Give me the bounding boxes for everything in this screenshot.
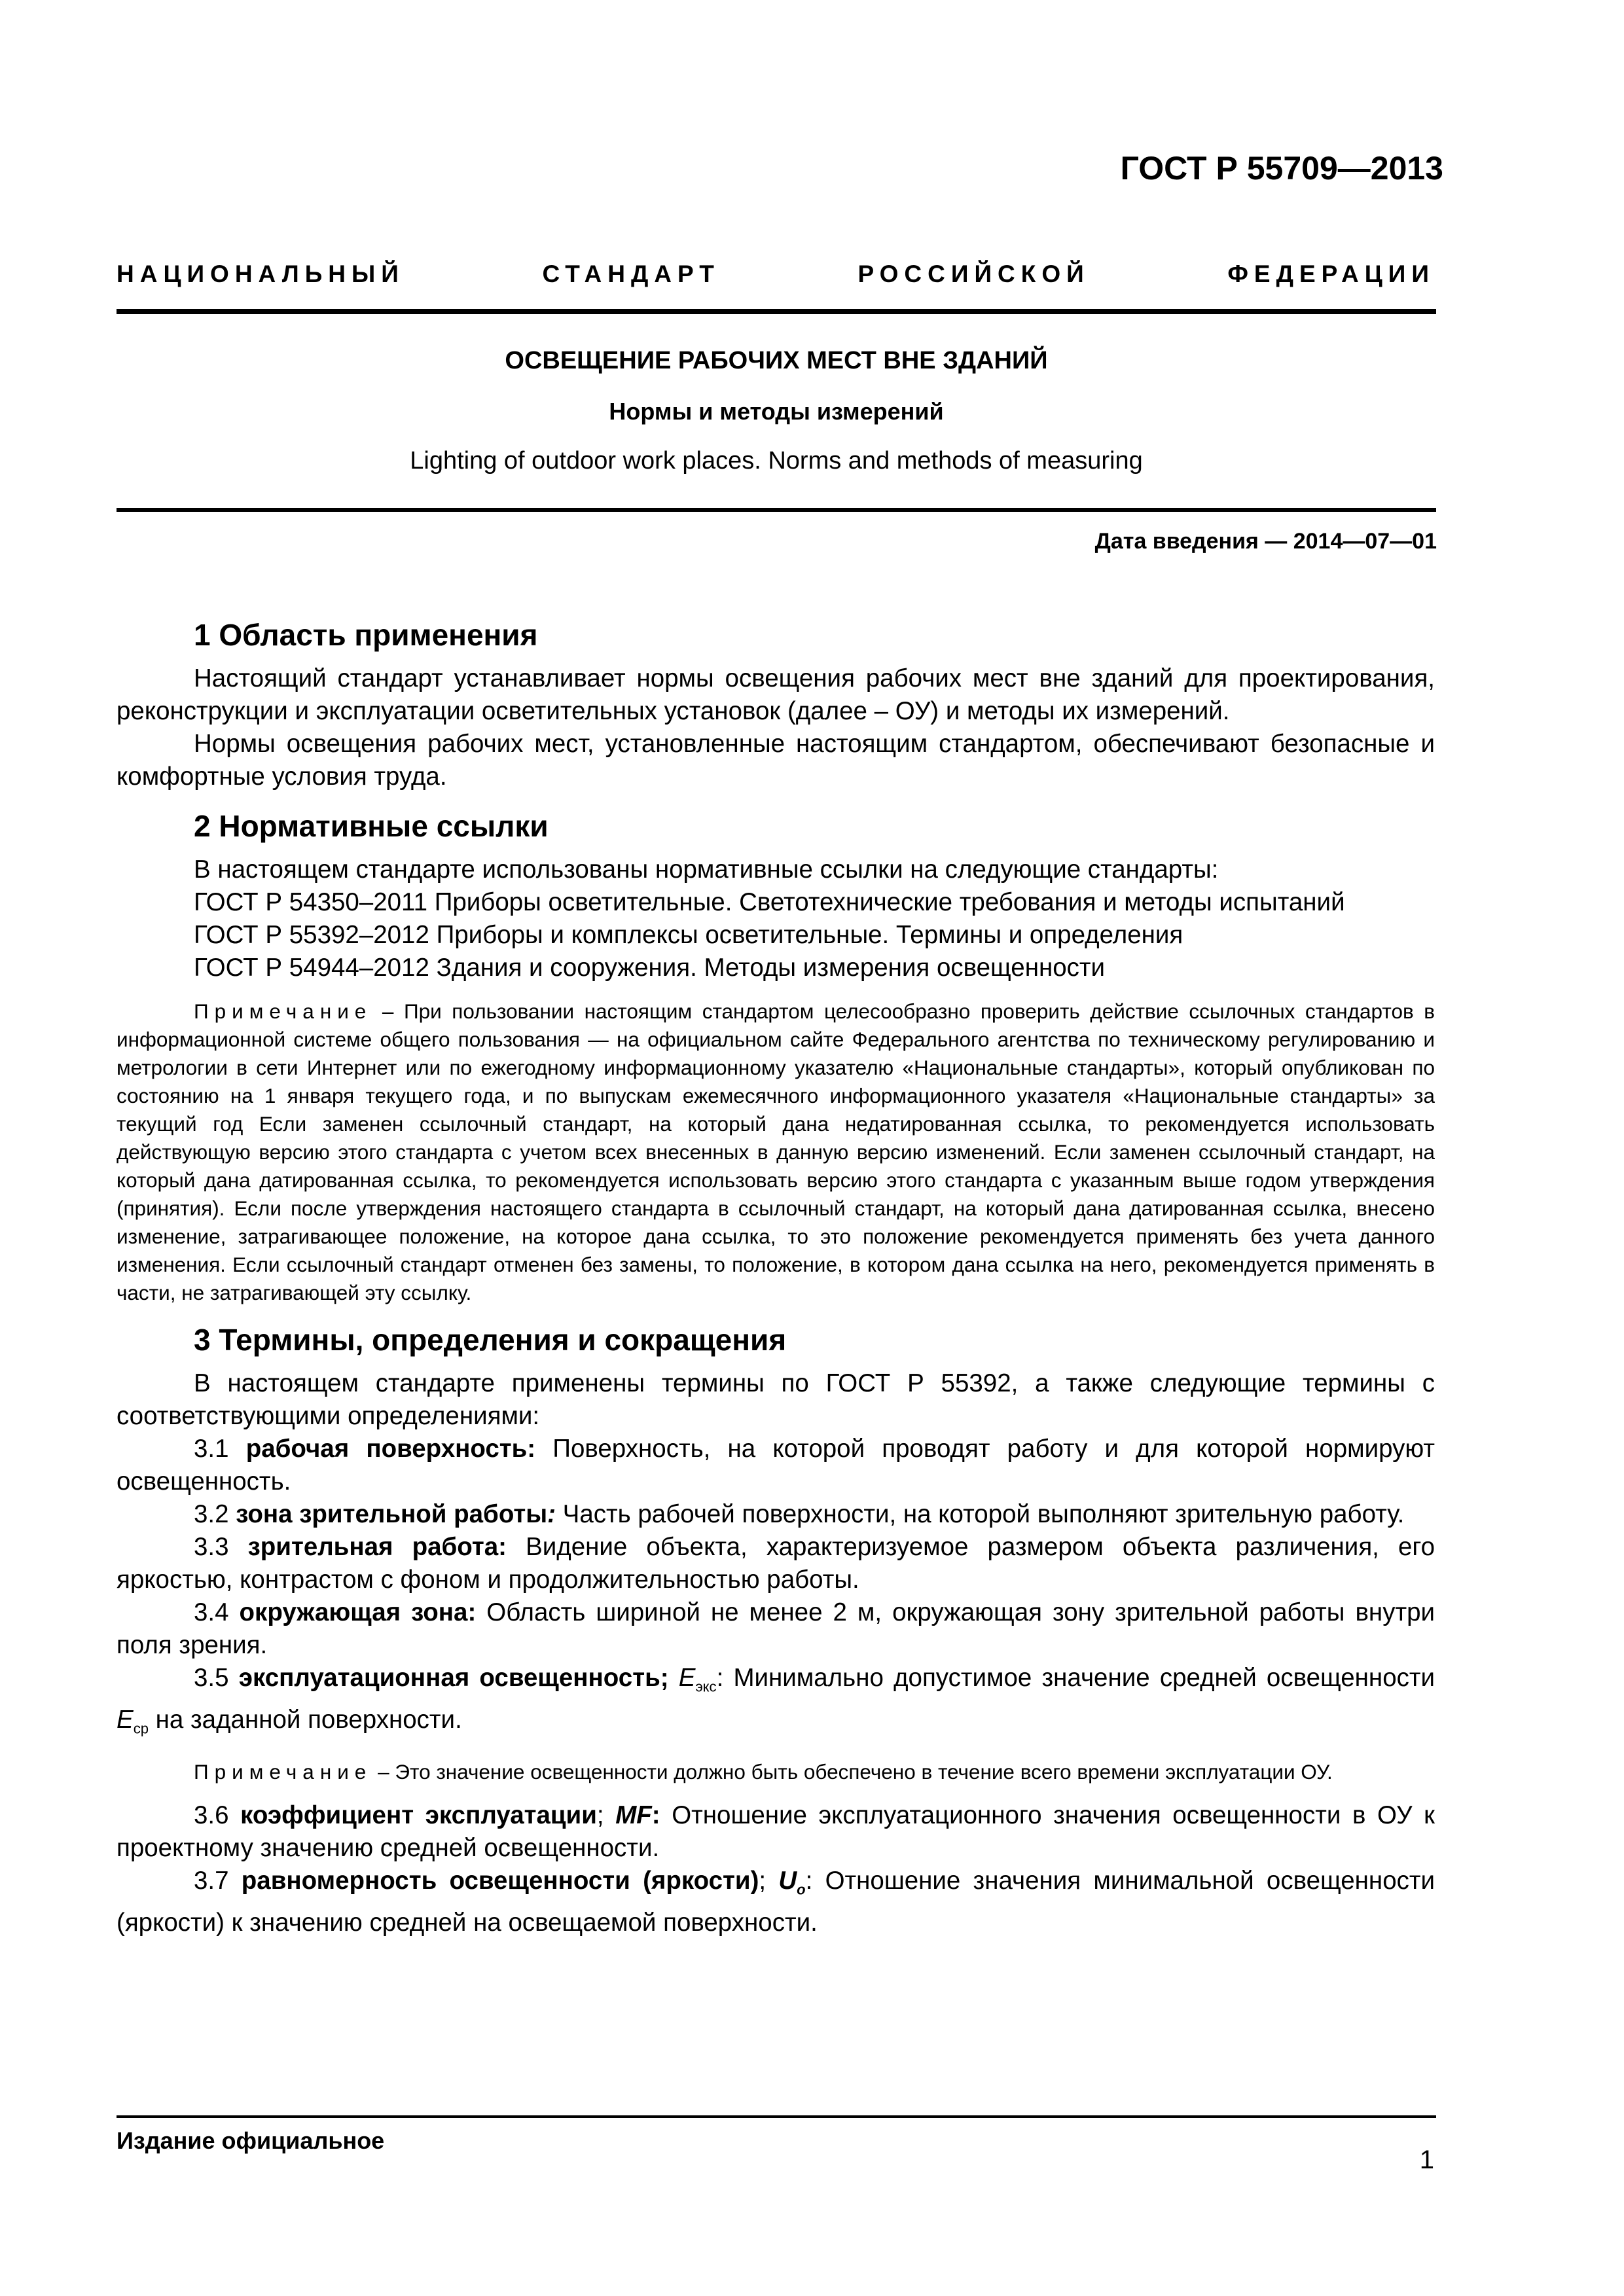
section-1-paragraph-1: Настоящий стандарт устанавливает нормы освещения рабочих мест вне зданий для проектирования, реконструкции и эксплуатации осветительных установок (далее – ОУ) и методы их измерений. [117, 664, 1435, 725]
document-body [117, 615, 1435, 1939]
reference-item: ГОСТ Р 54350–2011 Приборы осветительные. Светотехнические требования и методы испытаний [194, 888, 1345, 916]
term-3-3 [117, 1531, 1435, 1596]
term-definition: Часть рабочей поверхности, на которой выполняют зрительную работу. [555, 1500, 1405, 1528]
banner-word-4: ФЕДЕРАЦИИ [1227, 260, 1435, 287]
term-separator: ; [596, 1801, 616, 1830]
term-number: 3.2 [194, 1500, 236, 1528]
term-number: 3.3 [194, 1533, 248, 1561]
page-number: 1 [1419, 2145, 1434, 2174]
term-number: 3.4 [194, 1598, 240, 1626]
term-number: 3.6 [194, 1801, 241, 1830]
term-name: зона зрительной работы [236, 1500, 548, 1528]
banner-word-2: СТАНДАРТ [542, 260, 720, 287]
term-3-5 [117, 1662, 1435, 1745]
symbol-subscript: o [797, 1882, 806, 1899]
term-number: 3.7 [194, 1867, 242, 1895]
banner-word-3: РОССИЙСКОЙ [857, 260, 1090, 287]
reference-item: ГОСТ Р 55392–2012 Приборы и комплексы осветительные. Термины и определения [194, 921, 1183, 949]
term-number: 3.5 [194, 1664, 239, 1692]
document-title: ОСВЕЩЕНИЕ РАБОЧИХ МЕСТ ВНЕ ЗДАНИЙ [505, 347, 1048, 374]
top-divider [117, 309, 1436, 314]
section-2-heading: 2 Нормативные ссылки [194, 809, 549, 843]
symbol: MF [615, 1801, 652, 1830]
term-3-7 [117, 1865, 1435, 1939]
term-3-6 [117, 1799, 1435, 1865]
symbol: E [117, 1705, 134, 1734]
note-text: – Это значение освещенности должно быть обеспечено в течение всего времени эксплуатации ОУ. [372, 1760, 1333, 1784]
term-definition: Видение объекта, характеризуемое размером объекта различения, его яркостью, контрастом с фоном и продолжительностью работы. [117, 1533, 1435, 1594]
term-name: коэффициент эксплуатации [240, 1801, 597, 1830]
section-3-note [117, 1758, 1435, 1786]
footer-divider [117, 2115, 1436, 2118]
reference-item: ГОСТ Р 54944–2012 Здания и сооружения. Методы измерения освещенности [194, 954, 1106, 982]
banner-word-1: НАЦИОНАЛЬНЫЙ [117, 260, 405, 287]
section-1-heading: 1 Область применения [194, 618, 538, 652]
section-3-intro: В настоящем стандарте применены термины по ГОСТ Р 55392, а также следующие термины с соответствующими определениями: [117, 1369, 1435, 1430]
document-title-english: Lighting of outdoor work places. Norms and methods of measuring [410, 447, 1143, 475]
term-definition: Отношение эксплуатационного значения освещенности в ОУ к проектному значению средней освещенности. [117, 1801, 1435, 1863]
official-edition-label: Издание официальное [117, 2127, 385, 2154]
term-3-4 [117, 1596, 1435, 1662]
section-1-paragraph-2: Нормы освещения рабочих мест, установленные настоящим стандартом, обеспечивают безопасные и комфортные условия труда. [117, 730, 1435, 791]
term-name: зрительная работа: [247, 1533, 507, 1561]
document-code: ГОСТ Р 55709—2013 [1120, 150, 1443, 187]
introduction-date: Дата введения — 2014—07—01 [1094, 529, 1437, 554]
title-divider [117, 508, 1436, 512]
note-label: Примечание [194, 999, 372, 1023]
national-standard-banner [117, 260, 1435, 288]
term-definition: : Минимально допустимое значение средней освещенности [716, 1664, 1435, 1692]
symbol-subscript: экс [695, 1678, 717, 1695]
term-name: окружающая зона: [239, 1598, 477, 1626]
document-subtitle: Нормы и методы измерений [609, 398, 944, 425]
term-number: 3.1 [194, 1435, 246, 1463]
section-2-intro: В настоящем стандарте использованы нормативные ссылки на следующие стандарты: [194, 855, 1219, 884]
symbol: U [778, 1867, 797, 1895]
term-definition: : Отношение значения минимальной освещенности (яркости) к значению средней на освещаемой поверхности. [117, 1867, 1435, 1937]
term-name: равномерность освещенности (яркости) [241, 1867, 759, 1895]
term-colon: : [651, 1801, 660, 1830]
term-name: рабочая поверхность: [245, 1435, 536, 1463]
term-3-2 [117, 1498, 1435, 1531]
term-3-1 [117, 1433, 1435, 1498]
note-text: – При пользовании настоящим стандартом целесообразно проверить действие ссылочных стандартов в информационной системе общего пользования — на официальном сайте Федерального агентства по техническому регулированию и метрологии в сети Интернет или по ежегодному информационному указателю «Национальные стандарты», который опубликован по состоянию на 1 января текущего года, и по выпускам ежемесячного информационного указателя «Национальные стандарты» за текущий год Если заменен ссылочный стандарт, на который дана недатированная ссылка, то рекомендуется использовать действующую версию этого стандарта с учетом всех внесенных в данную версию изменений. Если заменен ссылочный стандарт, на который дана датированная ссылка, то рекомендуется использовать версию этого стандарта с указанным выше годом утверждения (принятия). Если после утверждения настоящего стандарта в ссылочный стандарт, на который дана датированная ссылка, внесено изменение, затрагивающее положение, на которое дана ссылка, то это положение рекомендуется применять без учета данного изменения. Если ссылочный стандарт отменен без замены, то положение, в котором дана ссылка на него, рекомендуется применять в части, не затрагивающей эту ссылку. [117, 999, 1435, 1304]
term-definition: Поверхность, на которой проводят работу и для которой нормируют освещенность. [117, 1435, 1435, 1496]
term-separator: ; [759, 1867, 779, 1895]
term-colon: : [547, 1500, 556, 1528]
symbol: E [678, 1664, 696, 1692]
term-definition: на заданной поверхности. [148, 1705, 462, 1734]
symbol-subscript: ср [133, 1720, 149, 1737]
note-label: Примечание [194, 1760, 372, 1784]
section-2-note [117, 997, 1435, 1307]
term-definition: Область шириной не менее 2 м, окружающая зону зрительной работы внутри поля зрения. [117, 1598, 1435, 1659]
term-name: эксплуатационная освещенность; [238, 1664, 669, 1692]
section-3-heading: 3 Термины, определения и сокращения [194, 1323, 787, 1357]
